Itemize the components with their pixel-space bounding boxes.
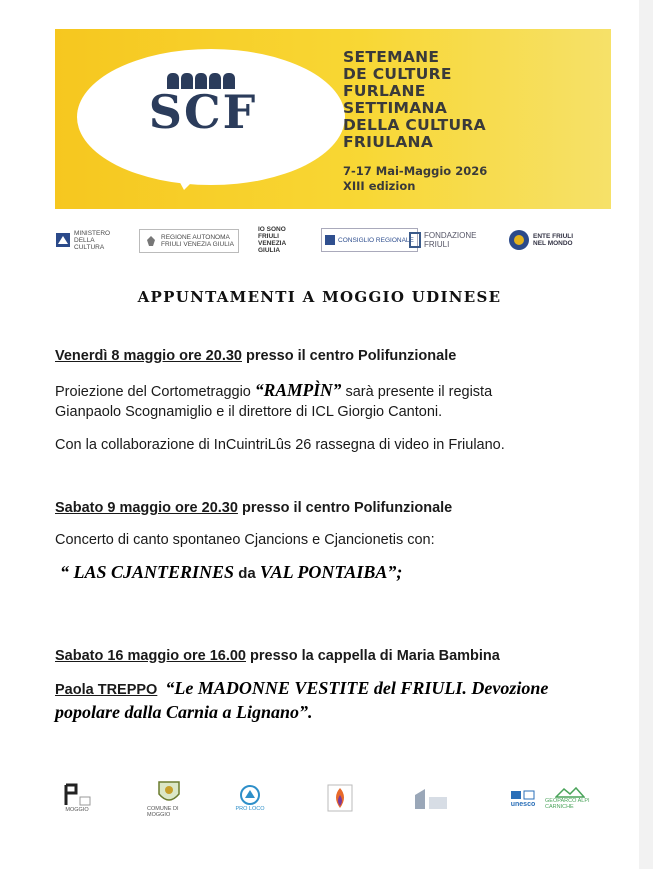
title-friulian-line: DE CULTURE	[343, 65, 452, 83]
pro-loco-logo: PRO LOCO	[225, 778, 275, 818]
event-3-line1	[55, 678, 548, 699]
talk-title-cont: popolare dalla Carnia a Lignano”.	[55, 702, 313, 722]
geoparco-logo: GEOPARCO ALPI CARNICHE	[545, 778, 595, 818]
ministero-cultura-logo: MINISTERO DELLA CULTURA	[55, 222, 110, 258]
event-1-line2: Gianpaolo Scognamiglio e il direttore di ICL Giorgio Cantoni.	[55, 404, 443, 420]
mountain-icon	[555, 786, 585, 798]
event-1-line1: Proiezione del Cortometraggio “RAMPÌN” sarà presente il regista	[55, 380, 493, 400]
event-date: Venerdì 8 maggio ore 20.30	[55, 348, 242, 364]
film-title: “RAMPÌN”	[254, 380, 342, 400]
event-2-feature: “ LAS CJANTERINES da VAL PONTAIBA”;	[60, 562, 403, 582]
fondazione-icon	[409, 232, 421, 248]
page-title: APPUNTAMENTI A MOGGIO UDINESE	[137, 288, 502, 306]
abbey-logo	[407, 778, 455, 818]
title-friulian-line: FURLANE	[343, 82, 426, 100]
ente-friuli-logo: ENTE FRIULI NEL MONDO	[508, 222, 573, 258]
talk-title: “Le MADONNE VESTITE del FRIULI. Devozione	[165, 678, 549, 698]
partner-logos	[55, 222, 615, 258]
comune-moggio-logo: COMUNE DI MOGGIO	[147, 778, 191, 818]
title-italian-line: DELLA CULTURA	[343, 116, 486, 134]
event-2-line1: Concerto di canto spontaneo Cjancions e Cjancionetis con:	[55, 532, 435, 548]
consiglio-regionale-logo: CONSIGLIO REGIONALE	[321, 228, 418, 252]
page-edge	[639, 0, 653, 869]
coat-of-arms-icon	[156, 778, 182, 806]
speaker-name: Paola TREPPO	[55, 682, 158, 698]
title-italian-line: SETTIMANA	[343, 99, 448, 117]
fondazione-friuli-logo: FONDAZIONE FRIULI	[409, 222, 476, 258]
title-friulian-line: SETEMANE	[343, 48, 440, 66]
title-friulian	[343, 49, 452, 100]
ministero-icon	[55, 232, 71, 248]
globe-icon	[508, 229, 530, 251]
event-location: presso la cappella di Maria Bambina	[246, 648, 500, 664]
abbey-icon	[411, 785, 451, 811]
flame-icon	[326, 783, 354, 813]
association-logo	[320, 778, 360, 818]
event-location: presso il centro Polifunzionale	[241, 348, 457, 364]
festival-banner	[55, 29, 611, 209]
event-date: Sabato 16 maggio ore 16.00	[55, 648, 246, 664]
event-3-header	[55, 648, 500, 664]
scf-logo-text: SCF	[148, 85, 258, 139]
eagle-icon	[144, 234, 158, 248]
event-location: presso il centro Polifunzionale	[237, 500, 453, 516]
unesco-logo: unesco	[501, 778, 545, 818]
title-italian	[343, 100, 486, 151]
festival-dates	[343, 164, 487, 194]
sponsor-logos	[55, 778, 595, 818]
shield-icon	[325, 235, 335, 245]
speech-bubble-tail	[170, 164, 210, 190]
event-3-line2	[55, 702, 313, 723]
dates-text: 7-17 Mai-Maggio 2026	[343, 164, 488, 178]
edition-text: XIII edizion	[343, 179, 416, 193]
pro-loco-moggio-logo: MOGGIO	[55, 778, 99, 818]
pro-loco-icon	[238, 784, 262, 806]
unesco-temple-icon	[509, 789, 537, 801]
regione-fvg-logo: REGIONE AUTONOMA FRIULI VENEZIA GIULIA	[139, 229, 239, 253]
io-sono-fvg-logo: IO SONO FRIULI VENEZIA GIULIA	[258, 226, 287, 254]
event-2-header	[55, 500, 452, 516]
title-italian-line: FRIULANA	[343, 133, 434, 151]
event-date: Sabato 9 maggio ore 20.30	[55, 500, 238, 516]
event-1-line3: Con la collaborazione di InCuintriLûs 26 rassegna di video in Friulano.	[55, 437, 505, 453]
pl-mark-icon	[62, 783, 92, 807]
event-1-header	[55, 348, 456, 364]
